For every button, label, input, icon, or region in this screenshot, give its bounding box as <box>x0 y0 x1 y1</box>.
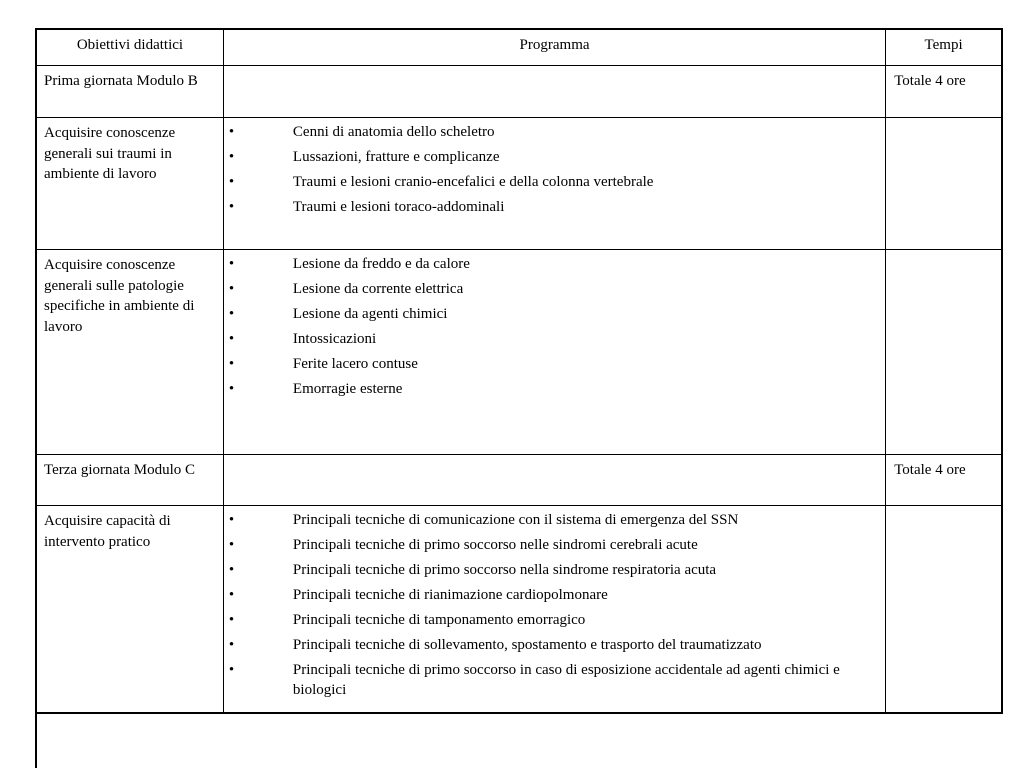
topic-list <box>224 506 885 700</box>
table-row <box>36 66 1002 118</box>
list-item-text: Principali tecniche di primo soccorso nelle sindromi cerebrali acute <box>292 537 698 553</box>
list-item-text: Lesione da corrente elettrica <box>292 281 464 297</box>
header-obiettivi: Obiettivi didattici <box>36 29 223 66</box>
bullet-icon: • <box>228 662 235 678</box>
list-item <box>224 279 885 299</box>
list-item-text: Principali tecniche di sollevamento, spostamento e trasporto del traumatizzato <box>292 637 762 653</box>
list-item <box>224 635 885 655</box>
bullet-icon: • <box>228 199 235 215</box>
bullet-icon: • <box>228 331 235 347</box>
tempi-cell: Totale 4 ore <box>886 455 1002 506</box>
list-item-text: Principali tecniche di rianimazione cardiopolmonare <box>292 587 608 603</box>
table-row <box>36 506 1002 713</box>
list-item <box>224 560 885 580</box>
bullet-icon: • <box>228 562 235 578</box>
list-item <box>224 354 885 374</box>
bullet-icon: • <box>228 512 235 528</box>
list-item-text: Lesione da agenti chimici <box>292 306 448 322</box>
bullet-icon: • <box>228 612 235 628</box>
list-item-text: Intossicazioni <box>292 331 377 347</box>
list-item-text: Traumi e lesioni cranio-encefalici e della colonna vertebrale <box>292 174 654 190</box>
list-item-text: Principali tecniche di tamponamento emorragico <box>292 612 586 628</box>
obiettivo-cell: Acquisire capacità di intervento pratico <box>36 506 223 713</box>
programma-cell <box>223 455 885 506</box>
topic-list <box>224 250 885 399</box>
list-item <box>224 147 885 167</box>
list-item <box>224 535 885 555</box>
header-tempi: Tempi <box>886 29 1002 66</box>
list-item <box>224 254 885 274</box>
bullet-icon: • <box>228 256 235 272</box>
programma-cell <box>223 506 885 713</box>
list-item-text: Cenni di anatomia dello scheletro <box>292 124 495 140</box>
bullet-icon: • <box>228 381 235 397</box>
table-continuation-border <box>35 712 37 768</box>
list-item-text: Emorragie esterne <box>292 381 403 397</box>
list-item <box>224 660 885 700</box>
programma-cell <box>223 66 885 118</box>
tempi-cell <box>886 250 1002 455</box>
bullet-icon: • <box>228 587 235 603</box>
bullet-icon: • <box>228 637 235 653</box>
list-item <box>224 122 885 142</box>
tempi-cell <box>886 506 1002 713</box>
list-item-text: Principali tecniche di comunicazione con il sistema di emergenza del SSN <box>292 512 739 528</box>
obiettivo-cell: Prima giornata Modulo B <box>36 66 223 118</box>
list-item-text: Ferite lacero contuse <box>292 356 418 372</box>
header-row <box>36 29 1002 66</box>
tempi-cell: Totale 4 ore <box>886 66 1002 118</box>
obiettivo-cell: Terza giornata Modulo C <box>36 455 223 506</box>
header-programma: Programma <box>223 29 885 66</box>
program-table <box>35 28 1003 714</box>
bullet-icon: • <box>228 124 235 140</box>
list-item-text: Principali tecniche di primo soccorso in caso di esposizione accidentale ad agenti chimici e biologici <box>292 662 840 698</box>
bullet-icon: • <box>228 537 235 553</box>
table-row <box>36 250 1002 455</box>
list-item-text: Lesione da freddo e da calore <box>292 256 470 272</box>
list-item-text: Principali tecniche di primo soccorso nella sindrome respiratoria acuta <box>292 562 717 578</box>
list-item <box>224 510 885 530</box>
programma-cell <box>223 118 885 250</box>
topic-list <box>224 118 885 217</box>
bullet-icon: • <box>228 356 235 372</box>
table-row <box>36 455 1002 506</box>
bullet-icon: • <box>228 281 235 297</box>
obiettivo-cell: Acquisire conoscenze generali sui traumi in ambiente di lavoro <box>36 118 223 250</box>
list-item <box>224 172 885 192</box>
list-item-text: Traumi e lesioni toraco-addominali <box>292 199 505 215</box>
bullet-icon: • <box>228 306 235 322</box>
list-item-text: Lussazioni, fratture e complicanze <box>292 149 500 165</box>
bullet-icon: • <box>228 174 235 190</box>
obiettivo-cell: Acquisire conoscenze generali sulle patologie specifiche in ambiente di lavoro <box>36 250 223 455</box>
programma-cell <box>223 250 885 455</box>
list-item <box>224 610 885 630</box>
bullet-icon: • <box>228 149 235 165</box>
table-row <box>36 118 1002 250</box>
list-item <box>224 197 885 217</box>
list-item <box>224 379 885 399</box>
tempi-cell <box>886 118 1002 250</box>
list-item <box>224 329 885 349</box>
list-item <box>224 304 885 324</box>
list-item <box>224 585 885 605</box>
